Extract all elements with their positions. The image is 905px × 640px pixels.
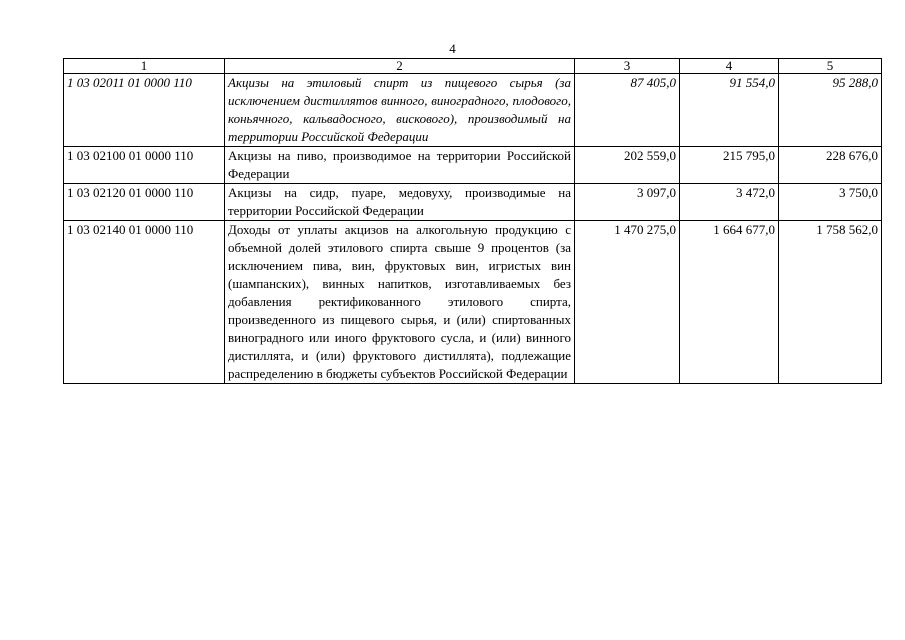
table-row xyxy=(64,221,882,384)
budget-table xyxy=(63,58,882,384)
value-col-4: 215 795,0 xyxy=(680,147,779,184)
value-col-4: 91 554,0 xyxy=(680,74,779,147)
value-col-5: 3 750,0 xyxy=(779,184,882,221)
revenue-name: Акцизы на этиловый спирт из пищевого сырья (за исключением дистиллятов винного, виноградного, плодового, коньячного, кальвадосного, вискового), производимый на территории Российской Федерации xyxy=(225,74,575,147)
value-col-4: 3 472,0 xyxy=(680,184,779,221)
revenue-name: Акцизы на пиво, производимое на территории Российской Федерации xyxy=(225,147,575,184)
value-col-3: 202 559,0 xyxy=(575,147,680,184)
column-header-4: 4 xyxy=(680,59,779,74)
value-col-5: 228 676,0 xyxy=(779,147,882,184)
page-number: 4 xyxy=(449,41,456,56)
column-header-3: 3 xyxy=(575,59,680,74)
revenue-code: 1 03 02120 01 0000 110 xyxy=(64,184,225,221)
column-header-2: 2 xyxy=(225,59,575,74)
value-col-4: 1 664 677,0 xyxy=(680,221,779,384)
revenue-code: 1 03 02140 01 0000 110 xyxy=(64,221,225,384)
table-row xyxy=(64,184,882,221)
column-number-row xyxy=(64,59,882,74)
revenue-code: 1 03 02011 01 0000 110 xyxy=(64,74,225,147)
column-header-1: 1 xyxy=(64,59,225,74)
table-row xyxy=(64,74,882,147)
value-col-5: 95 288,0 xyxy=(779,74,882,147)
value-col-5: 1 758 562,0 xyxy=(779,221,882,384)
column-header-5: 5 xyxy=(779,59,882,74)
value-col-3: 3 097,0 xyxy=(575,184,680,221)
revenue-code: 1 03 02100 01 0000 110 xyxy=(64,147,225,184)
value-col-3: 87 405,0 xyxy=(575,74,680,147)
value-col-3: 1 470 275,0 xyxy=(575,221,680,384)
table-row xyxy=(64,147,882,184)
revenue-name: Доходы от уплаты акцизов на алкогольную продукцию с объемной долей этилового спирта свыше 9 процентов (за исключением пива, вин, фруктовых вин, игристых вин (шампанских), винных напитков, изготавливаемых без добавления ректификованного этилового спирта, произведенного из пищевого сырья, и (или) спиртованных виноградного или иного фруктового сусла, и (или) винного дистиллята, и (или) фруктового дистиллята), подлежащие распределению в бюджеты субъектов Российской Федерации xyxy=(225,221,575,384)
revenue-name: Акцизы на сидр, пуаре, медовуху, производимые на территории Российской Федерации xyxy=(225,184,575,221)
